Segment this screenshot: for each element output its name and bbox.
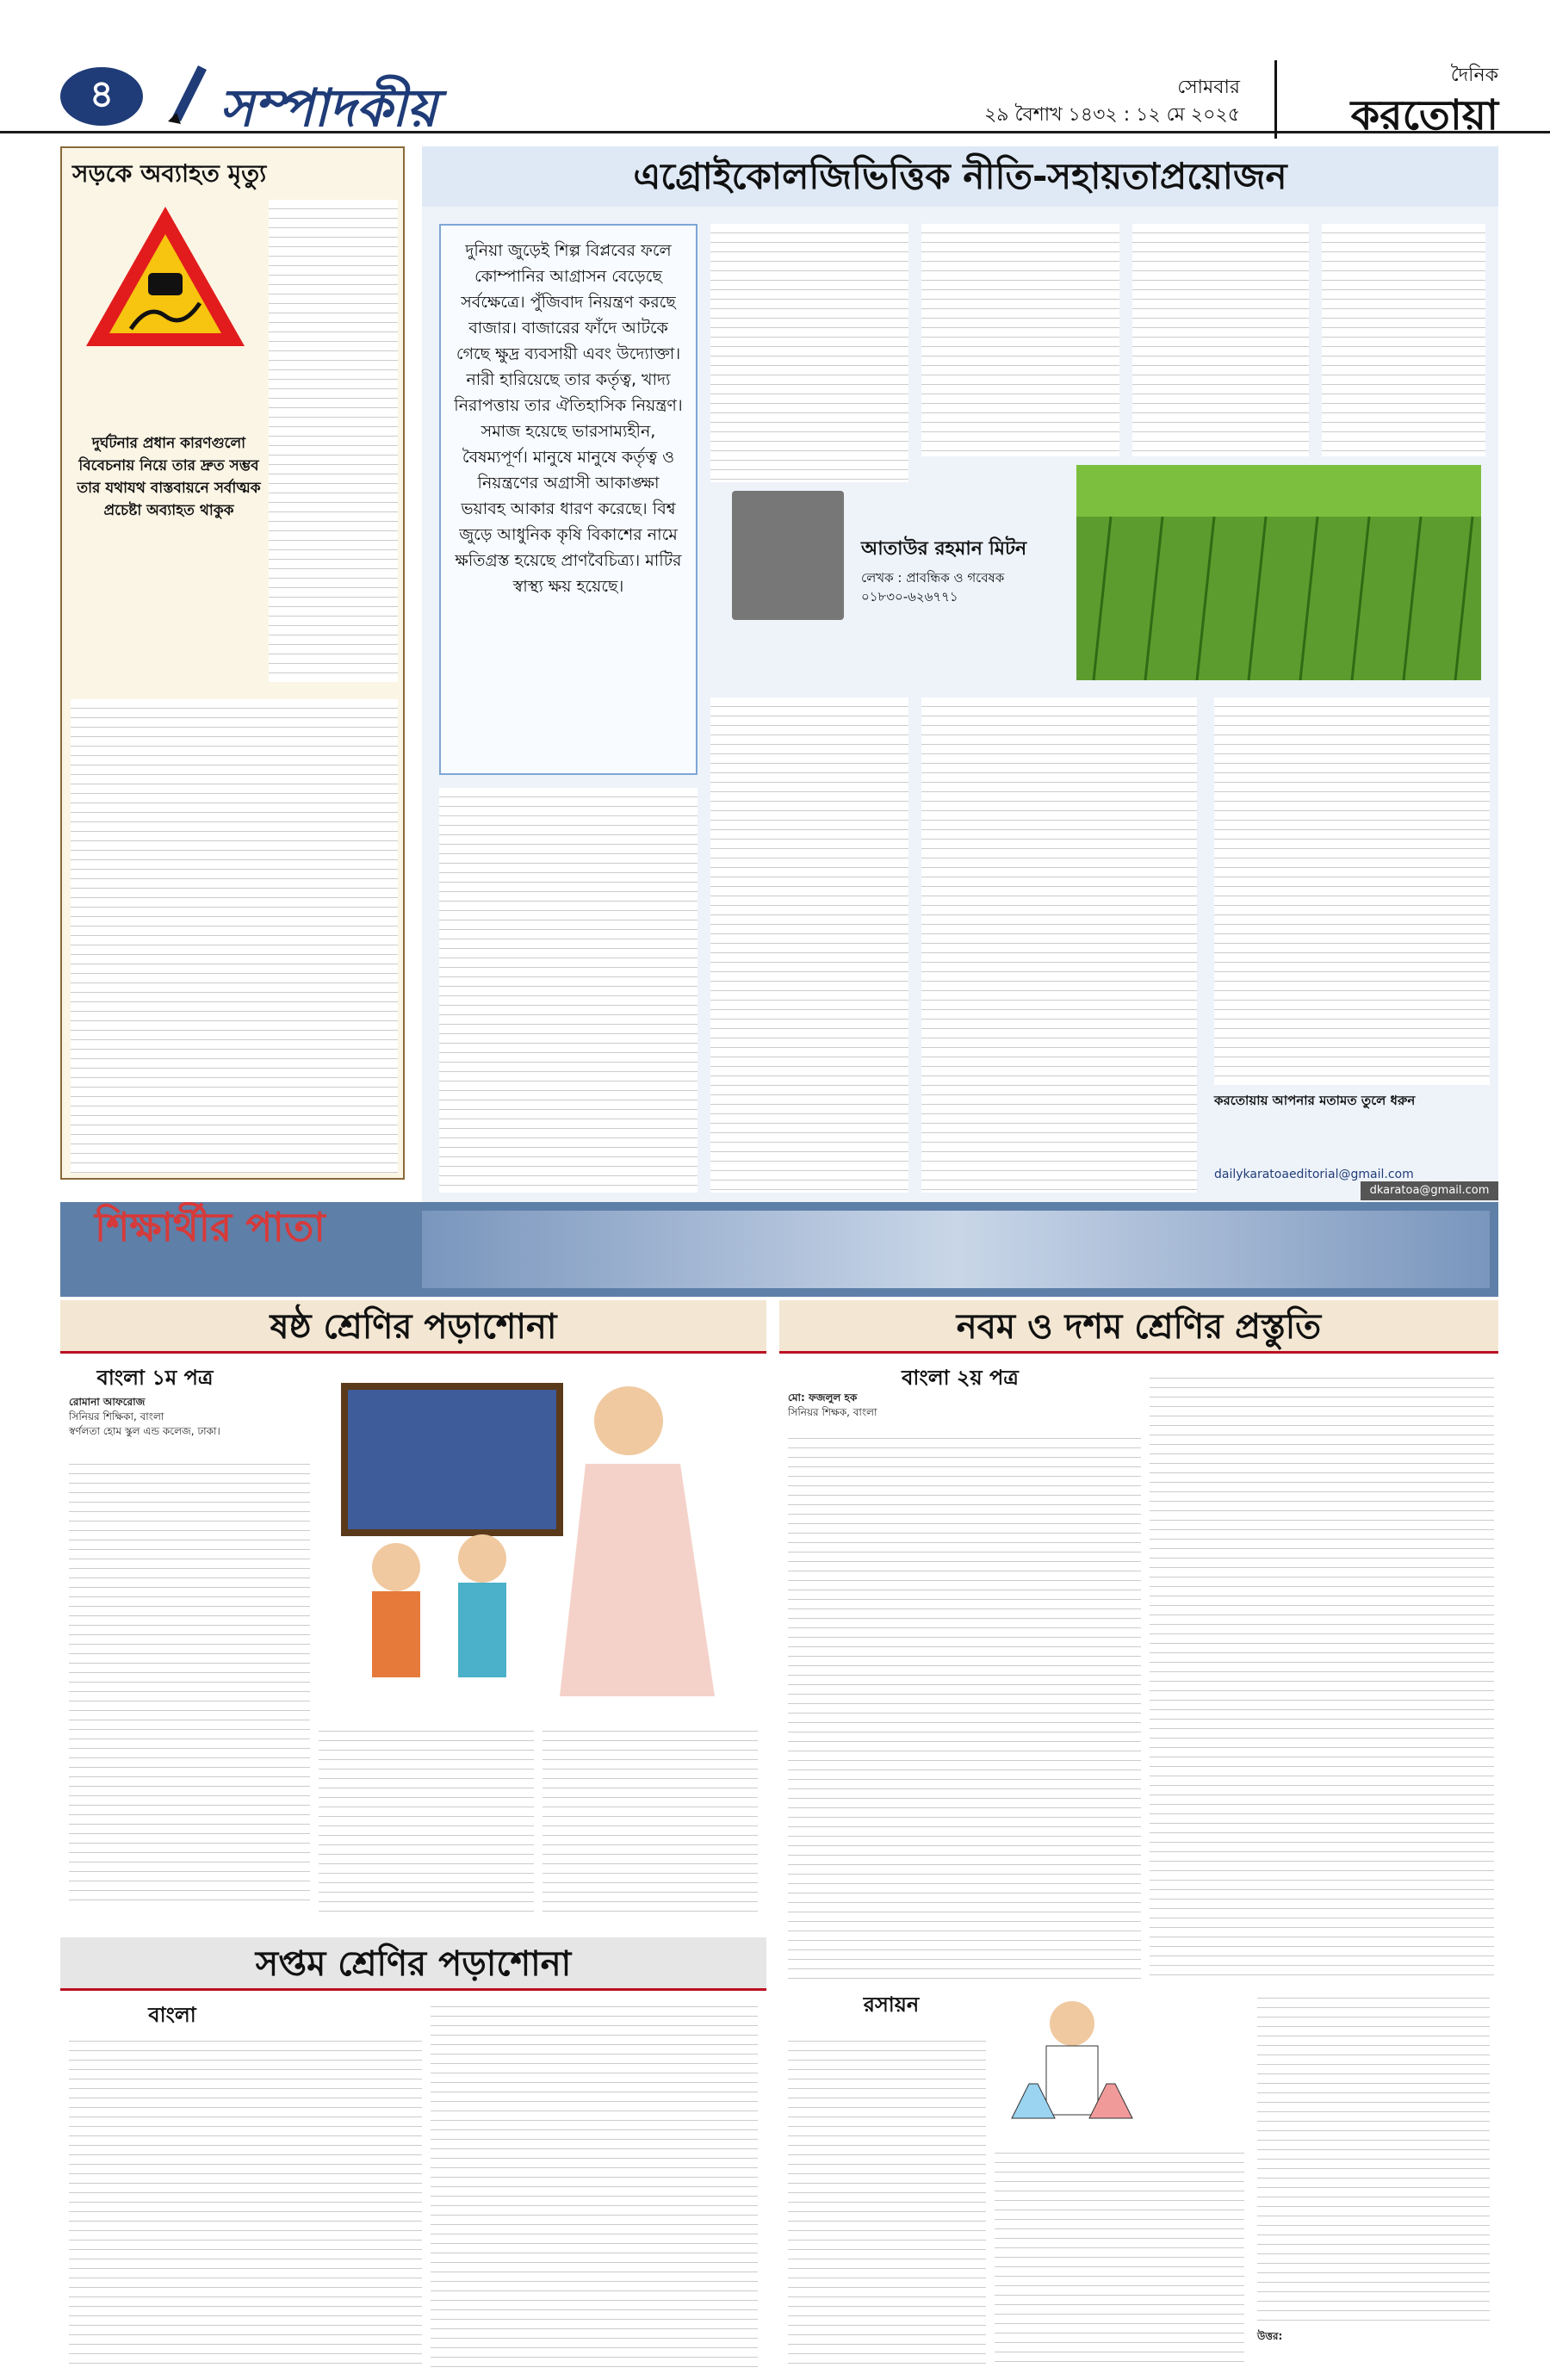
class-seven-subject: বাংলা bbox=[148, 2003, 196, 2027]
page-number: ৪ bbox=[60, 67, 143, 126]
article-column-7 bbox=[921, 697, 1197, 1193]
article-title: এগ্রোইকোলজিভিত্তিক নীতি-সহায়তাপ্রয়োজন bbox=[422, 146, 1498, 207]
class-six-heading: ষষ্ঠ শ্রেণির পড়াশোনা bbox=[60, 1300, 766, 1354]
class-seven-text-1 bbox=[69, 2032, 422, 2368]
banner-photo-strip bbox=[422, 1211, 1490, 1288]
paper-small: দৈনিক bbox=[1450, 65, 1498, 86]
class-nine-ten-section bbox=[779, 1300, 1498, 2377]
answer-key-label: উত্তর: bbox=[1257, 2330, 1283, 2342]
chemistry-illustration bbox=[995, 1989, 1150, 2135]
article-column-5 bbox=[439, 788, 698, 1193]
article-column-1 bbox=[710, 224, 908, 482]
class-nine-ten-text-2 bbox=[1150, 1369, 1494, 1980]
article-column-6 bbox=[710, 697, 908, 1193]
author-photo bbox=[732, 491, 844, 620]
article-column-4 bbox=[1322, 224, 1485, 456]
class-nine-ten-text-1 bbox=[788, 1429, 1141, 1980]
chemistry-subject: রসায়ন bbox=[863, 1993, 920, 2017]
class-seven-heading: সপ্তম শ্রেণির পড়াশোনা bbox=[60, 1937, 766, 1991]
author-name: আতাউর রহমান মিটন bbox=[861, 538, 1027, 560]
class-seven-text-2 bbox=[431, 1998, 758, 2368]
class-six-teacher: রোমানা আফরোজ সিনিয়র শিক্ষিকা, বাংলা স্বর্ণলতা হোম স্কুল এন্ড কলেজ, ঢাকা। bbox=[69, 1396, 220, 1437]
class-six-subject: বাংলা ১ম পত্র bbox=[96, 1366, 214, 1390]
article-column-8 bbox=[1214, 697, 1490, 1085]
road-warning-icon bbox=[79, 200, 251, 355]
article-lead: দুনিয়া জুড়েই শিল্প বিপ্লবের ফলে কোম্পানির আগ্রাসন বেড়েছে সর্বক্ষেত্রে। পুঁজিবাদ নিয়ন্ত্রণ করছে বাজার। বাজারের ফাঁদে আটকে গেছে ক্ষুদ্র ব্যবসায়ী এবং উদ্যোক্তা। নারী হারিয়েছে তার কর্তৃত্ব, খাদ্য নিরাপত্তায় তার ঐতিহাসিক নিয়ন্ত্রণ। সমাজ হয়েছে ভারসাম্যহীন, বৈষম্যপূর্ণ। মানুষে মানুষে কর্তৃত্ব ও নিয়ন্ত্রণের অগ্রাসী আকাঙ্ক্ষা ভয়াবহ আকার ধারণ করেছে। বিশ্ব জুড়ে আধুনিক কৃষি বিকাশের নামে ক্ষতিগ্রস্ত হয়েছে প্রাণবৈচিত্র্য। মাটির স্বাস্থ্য ক্ষয় হয়েছে। bbox=[439, 224, 698, 775]
pen-nib-icon bbox=[164, 57, 215, 126]
chemistry-questions-3 bbox=[1257, 1989, 1490, 2325]
day: সোমবার bbox=[1177, 77, 1240, 98]
dateline bbox=[984, 74, 1240, 129]
sidebar-title: সড়কে অব্যাহত মৃত্যু bbox=[72, 159, 267, 188]
sidebar-text-body bbox=[71, 699, 398, 1173]
teacher-illustration bbox=[319, 1369, 749, 1714]
pull-quote: দুর্ঘটনার প্রধান কারণগুলো বিবেচনায় নিয়ে তার দ্রুত সম্ভব তার যথাযথ বাস্তবায়নে সর্বাত্মক প্রচেষ্টা অব্যাহত থাকুক bbox=[77, 435, 261, 519]
class-nine-ten-subject: বাংলা ২য় পত্র bbox=[902, 1366, 1019, 1390]
class-six-section bbox=[60, 1300, 766, 2377]
main-article bbox=[422, 146, 1498, 1205]
opinion-title: করতোয়ায় আপনার মতামত তুলে ধরুন bbox=[1214, 1093, 1416, 1108]
editorial-sidebar bbox=[60, 146, 405, 1180]
opinion-email[interactable]: dailykaratoaeditorial@gmail.com bbox=[1214, 1168, 1414, 1181]
sidebar-text-column bbox=[269, 200, 398, 682]
chemistry-questions-2 bbox=[995, 2144, 1244, 2368]
article-column-2 bbox=[921, 224, 1119, 456]
corner-email[interactable]: dkaratoa@gmail.com bbox=[1361, 1181, 1498, 1200]
page-header bbox=[0, 0, 1550, 139]
class-six-questions-1 bbox=[69, 1455, 310, 1903]
paper-name: করতোয়া bbox=[1350, 91, 1498, 139]
masthead bbox=[1274, 60, 1498, 139]
class-nine-ten-heading: নবম ও দশম শ্রেণির প্রস্তুতি bbox=[779, 1300, 1498, 1354]
paddy-field-photo bbox=[1076, 465, 1481, 680]
article-column-3 bbox=[1132, 224, 1309, 456]
author-role: লেখক : প্রাবন্ধিক ও গবেষক ০১৮৩০-৬২৬৭৭১ bbox=[861, 570, 1005, 604]
class-six-questions-3 bbox=[542, 1722, 758, 1920]
chemistry-questions-1 bbox=[788, 2032, 986, 2368]
section-title: সম্পাদকীয় bbox=[220, 78, 437, 139]
date: ২৯ বৈশাখ ১৪৩২ : ১২ মে ২০২৫ bbox=[983, 104, 1240, 126]
author-block bbox=[732, 491, 1059, 689]
banner-title: শিক্ষার্থীর পাতা bbox=[95, 1204, 326, 1250]
class-six-questions-2 bbox=[319, 1722, 534, 1920]
class-nine-ten-teacher: মো: ফজলুল হক সিনিয়র শিক্ষক, বাংলা bbox=[788, 1391, 877, 1418]
students-page-banner bbox=[60, 1202, 1498, 1297]
